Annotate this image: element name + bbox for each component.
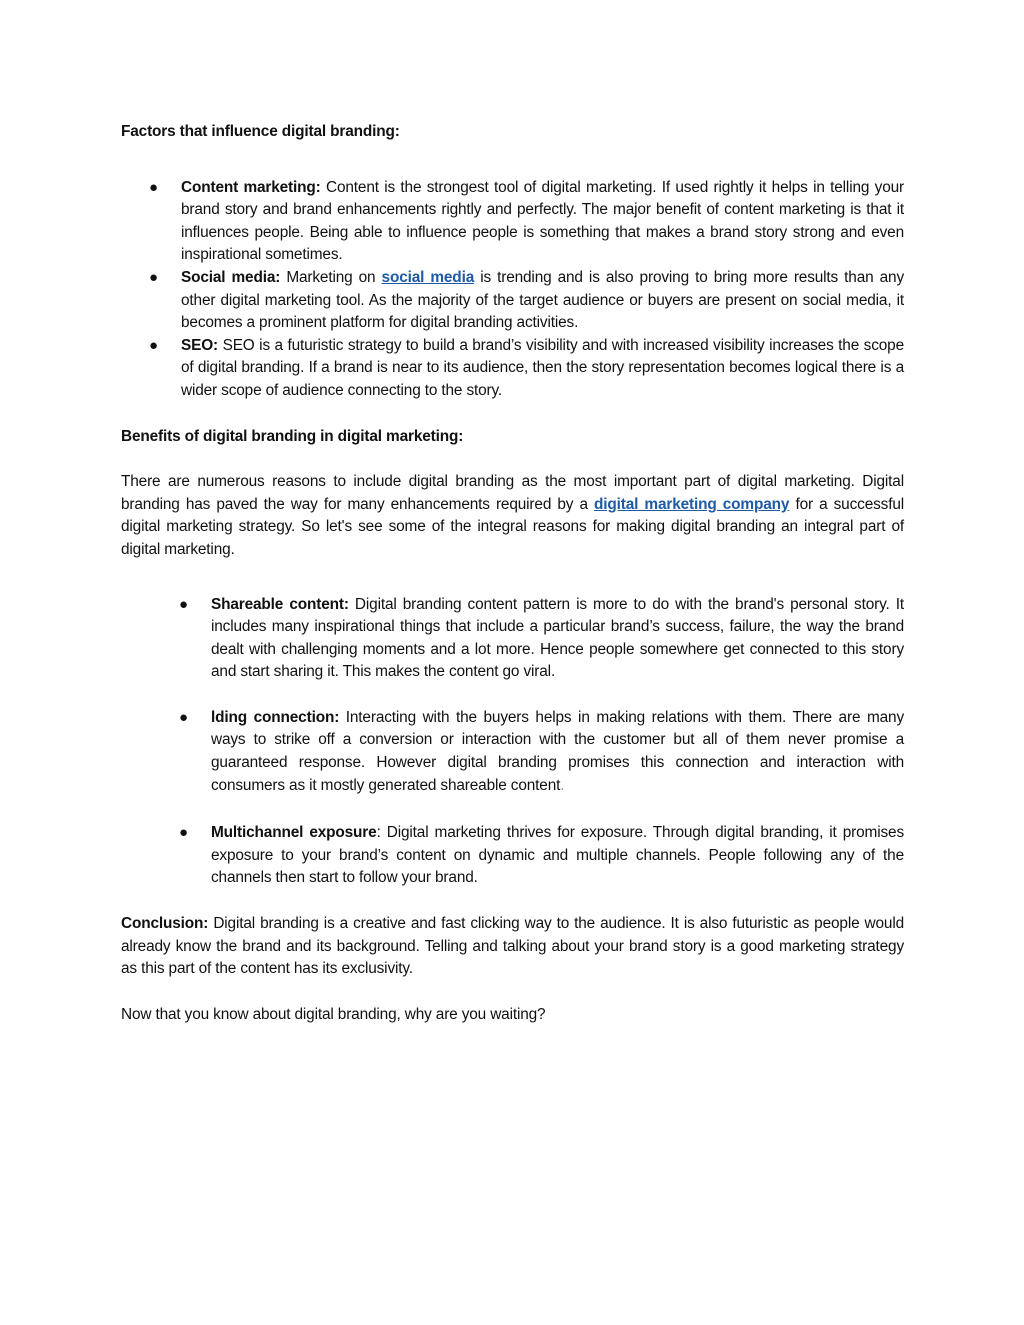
benefits-intro xyxy=(121,471,904,561)
bullet-icon: ● xyxy=(179,708,188,726)
social-media-link[interactable]: social media xyxy=(381,268,475,286)
intro-text: for a successful digital marketing strategy. So let's see some of the integral reasons for making digital branding an integral part of digital marketing. xyxy=(121,495,904,558)
bullet-icon: ● xyxy=(179,824,188,842)
item-text: Interacting with the buyers helps in making relations with them. There are many ways to strike off a conversion or interaction with the customer but all of them never promise a guaranteed response. However digital branding promises this connection and interaction with consumers as it mostly generated shareable content xyxy=(211,708,904,794)
bullet-icon: ● xyxy=(149,178,158,196)
item-text: is trending and is also proving to bring more results than any other digital marketing tool. As the majority of the target audience or buyers are present on social media, it becomes a prominent platform for digital branding activities. xyxy=(181,268,904,332)
list-item-seo xyxy=(121,335,904,403)
item-label: Social media: xyxy=(181,268,281,286)
item-label: Content marketing: xyxy=(181,178,321,196)
list-item-content-marketing xyxy=(121,177,904,267)
item-label: Multichannel exposure xyxy=(211,824,377,842)
section-heading-factors: Factors that influence digital branding: xyxy=(121,123,400,140)
bullet-icon: ● xyxy=(149,268,158,286)
item-label: lding connection: xyxy=(211,708,340,726)
item-text: Marketing on xyxy=(280,268,382,286)
trailing-period: . xyxy=(560,776,565,794)
document-body xyxy=(121,121,904,1026)
list-item-multichannel-exposure xyxy=(121,822,904,890)
digital-marketing-company-link[interactable]: digital marketing company xyxy=(594,495,790,513)
closing-line: Now that you know about digital branding, why are you waiting? xyxy=(121,1005,546,1023)
intro-text: There are numerous reasons to include digital branding as the most important part of digital marketing. Digital branding has paved the way for many enhancements required by a xyxy=(121,473,904,513)
bullet-icon: ● xyxy=(179,595,188,613)
bullet-icon: ● xyxy=(149,336,158,354)
item-text: Digital branding content pattern is more to do with the brand's personal story. It includes many inspirational things that include a particular brand’s success, failure, the way the brand dealt with challenging moments and a lot more. Hence people somewhere get connected to this story and start sharing it. This makes the content go viral. xyxy=(211,595,904,681)
conclusion-paragraph xyxy=(121,913,904,981)
item-label: Shareable content: xyxy=(211,595,349,613)
conclusion-text: Digital branding is a creative and fast clicking way to the audience. It is also futuristic as people would already know the brand and its background. Telling and talking about your brand story is a good marketing strategy as this part of the content has its exclusivity. xyxy=(121,915,904,978)
item-label: SEO: xyxy=(181,336,219,354)
list-item-shareable-content xyxy=(121,594,904,684)
conclusion-label: Conclusion: xyxy=(121,915,209,933)
item-text: Content is the strongest tool of digital marketing. If used rightly it helps in telling your brand story and brand enhancements rightly and perfectly. The major benefit of content marketing is that it influences people. Being able to influence people is something that makes a brand story strong and even inspirational sometimes. xyxy=(181,178,904,264)
list-item-social-media xyxy=(121,267,904,335)
list-item-building-connection xyxy=(121,707,904,797)
section-heading-benefits: Benefits of digital branding in digital marketing: xyxy=(121,427,464,445)
benefits-list xyxy=(121,594,904,891)
item-text: SEO is a futuristic strategy to build a brand’s visibility and with increased visibility increases the scope of digital branding. If a brand is near to its audience, then the story representation becomes logical there is a wider scope of audience connecting to the story. xyxy=(181,336,904,399)
factors-list xyxy=(121,177,904,403)
item-text: : Digital marketing thrives for exposure. Through digital branding, it promises exposure to your brand’s content on dynamic and multiple channels. People following any of the channels then start to follow your brand. xyxy=(211,824,904,887)
